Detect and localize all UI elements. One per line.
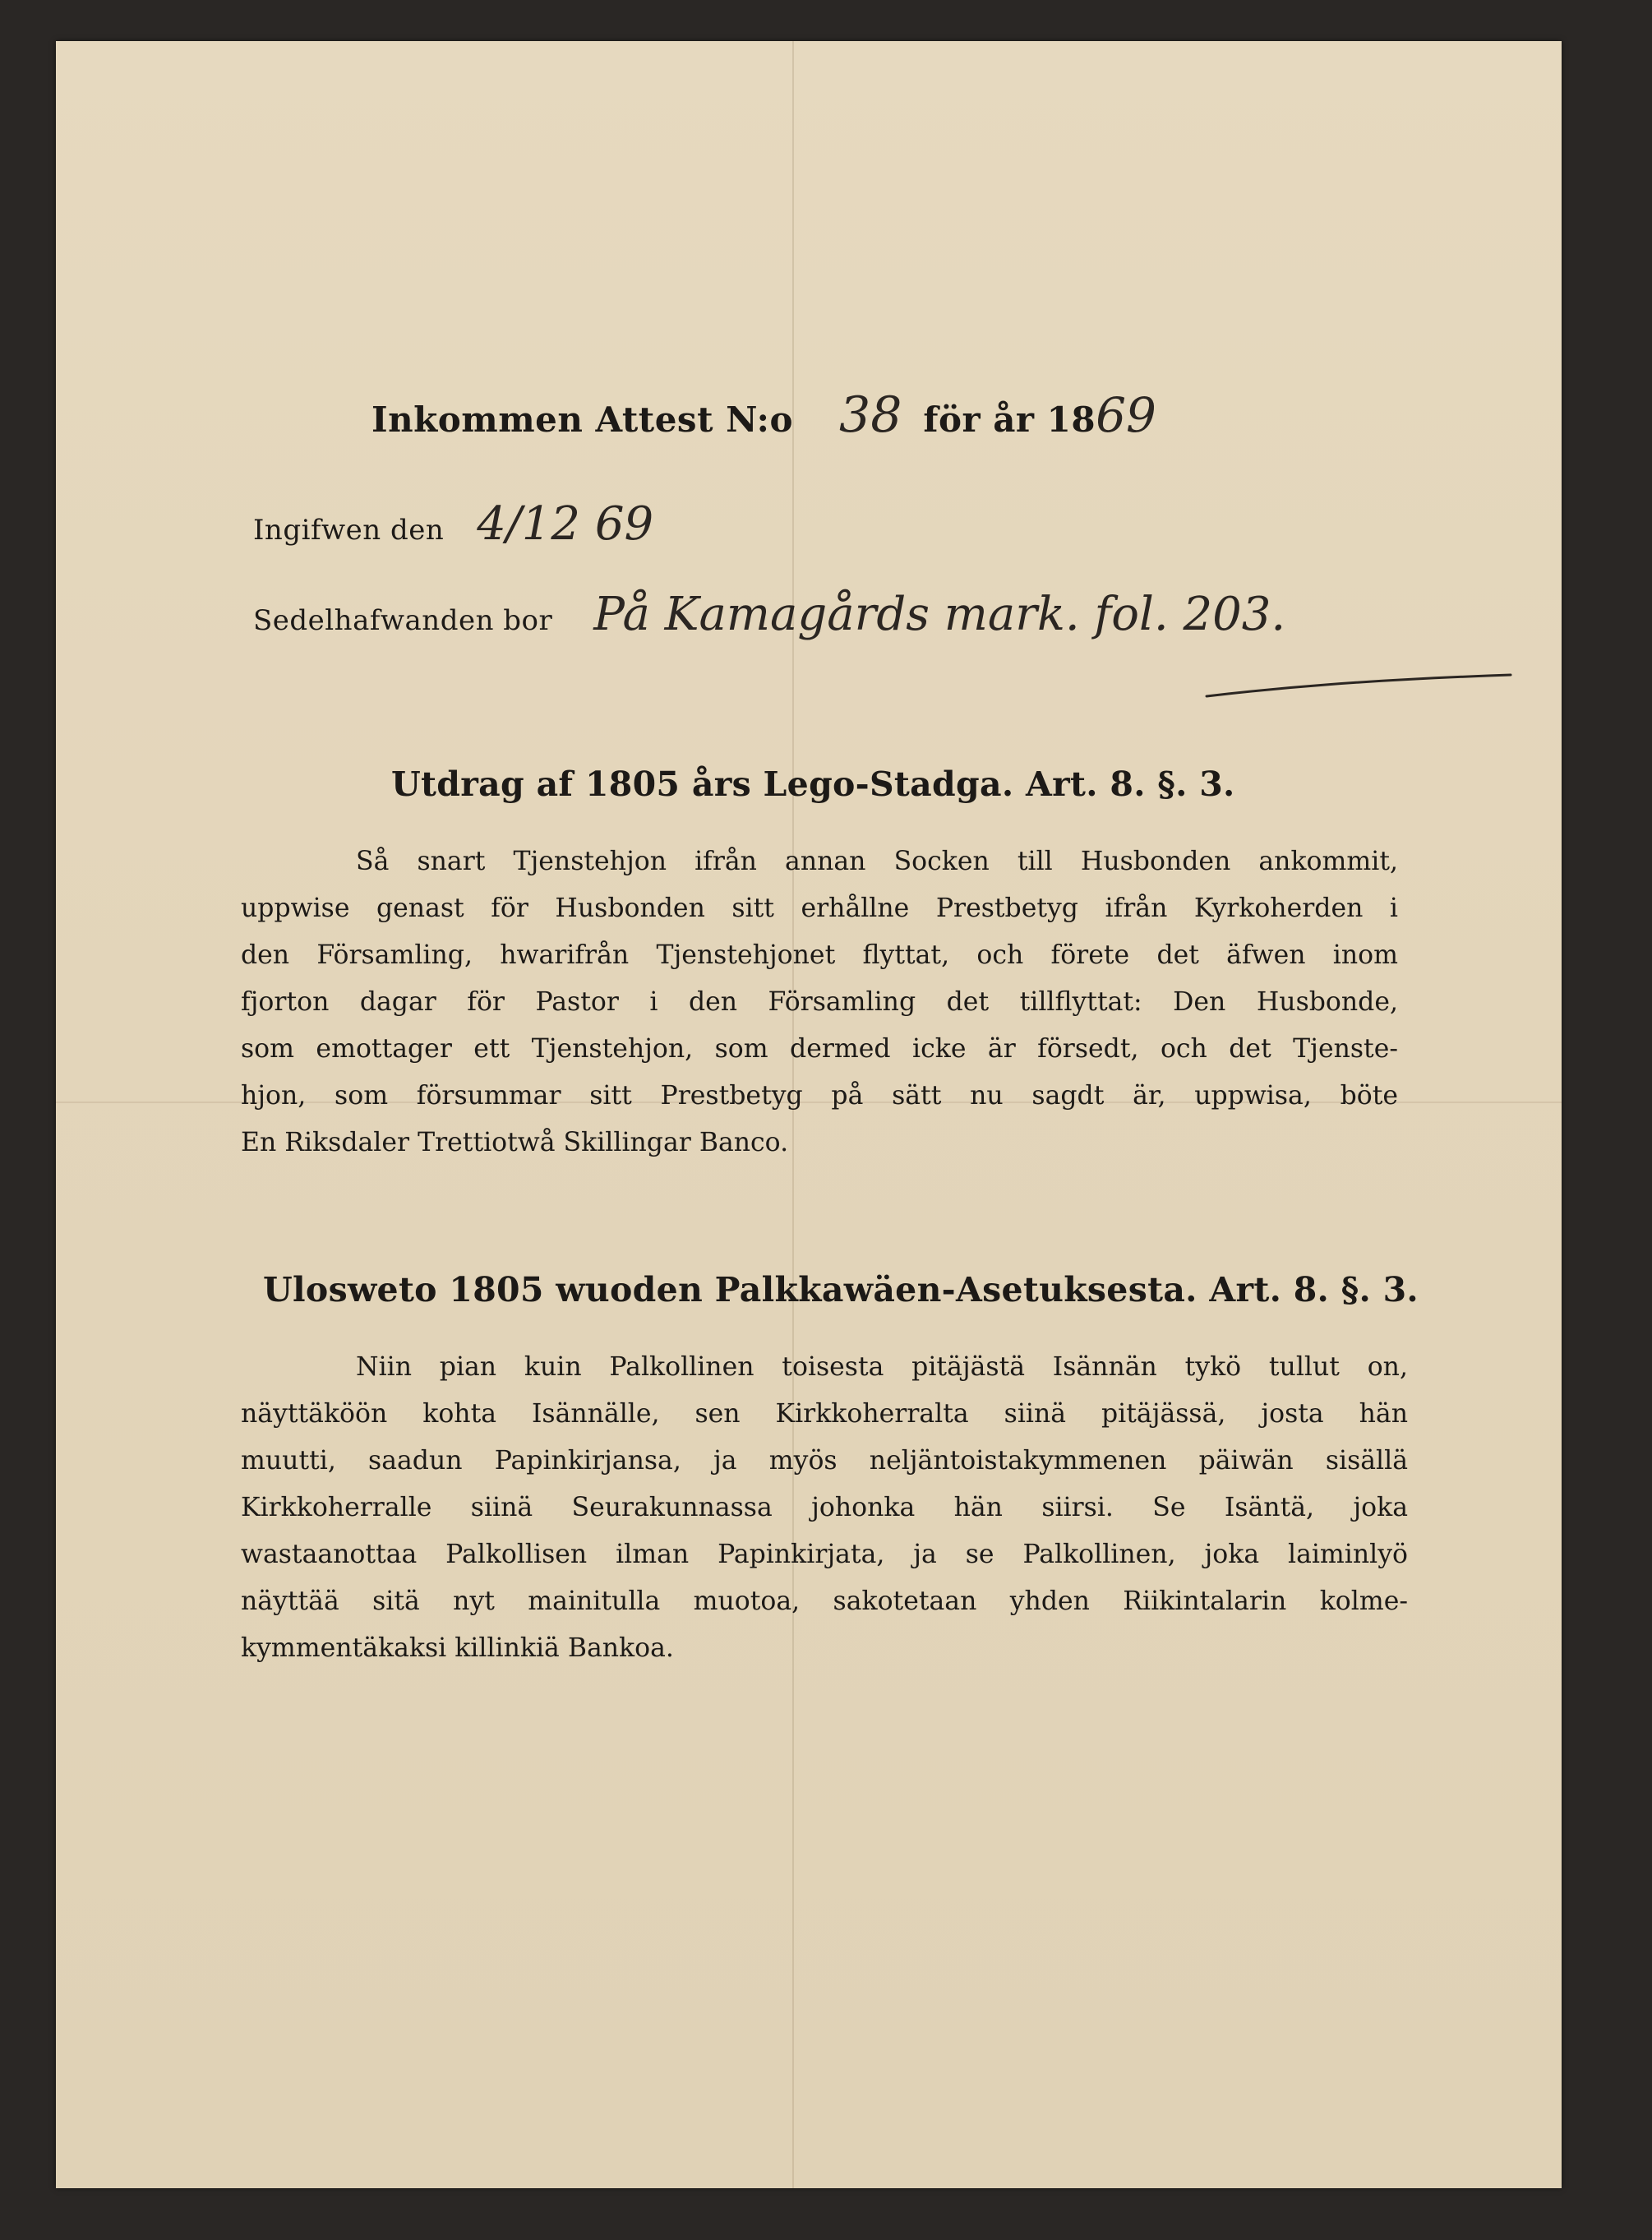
finnish-section-title: Ulosweto 1805 wuoden Palkkawäen-Asetuksesta. Art. 8. §. 3. (263, 1270, 1419, 1309)
ingifwen-date-handwritten: 4/12 69 (477, 497, 654, 551)
finnish-line: näyttää sitä nyt mainitulla muotoa, sakotetaan yhden Riikintalarin kolme- (241, 1586, 1408, 1616)
swedish-section-title: Utdrag af 1805 års Lego-Stadga. Art. 8. §. 3. (391, 764, 1235, 804)
sedelhafwanden-label: Sedelhafwanden bor (253, 604, 553, 637)
document-page (56, 41, 1562, 2188)
finnish-line: näyttäköön kohta Isännälle, sen Kirkkoherralta siinä pitäjässä, josta hän (241, 1399, 1408, 1429)
swedish-line: En Riksdaler Trettiotwå Skillingar Banco. (241, 1128, 789, 1157)
ingifwen-row (253, 497, 746, 588)
attest-year-handwritten: 69 (1096, 387, 1156, 443)
finnish-line: muutti, saadun Papinkirjansa, ja myös neljäntoistakymmenen päiwän sisällä (241, 1446, 1408, 1476)
finnish-line: wastaanottaa Palkollisen ilman Papinkirjata, ja se Palkollinen, joka laiminlyö (241, 1540, 1408, 1569)
attest-year-label: för år 18 (923, 400, 1096, 440)
swedish-line: hjon, som försummar sitt Prestbetyg på sätt nu sagdt är, uppwisa, böte (241, 1081, 1398, 1111)
attest-number-label: Inkommen Attest N:o (371, 400, 794, 440)
sedelhafwanden-address-handwritten: På Kamagårds mark. fol. 203. (593, 588, 1286, 641)
ingifwen-label: Ingifwen den (253, 514, 445, 547)
finnish-line: kymmentäkaksi killinkiä Bankoa. (241, 1633, 674, 1663)
swedish-line: som emottager ett Tjenstehjon, som dermed icke är försedt, och det Tjenste- (241, 1034, 1398, 1064)
attest-header (371, 386, 1210, 477)
swedish-line: uppwise genast för Husbonden sitt erhållne Prestbetyg ifrån Kyrkoherden i (241, 894, 1398, 923)
finnish-line: Niin pian kuin Palkollinen toisesta pitäjästä Isännän tykö tullut on, (356, 1352, 1408, 1382)
swedish-section-text (241, 838, 1398, 1166)
handwritten-underline-stroke (1202, 670, 1515, 703)
swedish-line: fjorton dagar för Pastor i den Församling det tillflyttat: Den Husbonde, (241, 987, 1398, 1017)
swedish-line: den Församling, hwarifrån Tjenstehjonet flyttat, och förete det äfwen inom (241, 940, 1398, 970)
attest-number-handwritten: 38 (839, 386, 902, 444)
finnish-section-text (241, 1344, 1408, 1672)
swedish-line: Så snart Tjenstehjon ifrån annan Socken till Husbonden ankommit, (356, 847, 1398, 876)
finnish-line: Kirkkoherralle siinä Seurakunnassa johonka hän siirsi. Se Isäntä, joka (241, 1493, 1408, 1522)
